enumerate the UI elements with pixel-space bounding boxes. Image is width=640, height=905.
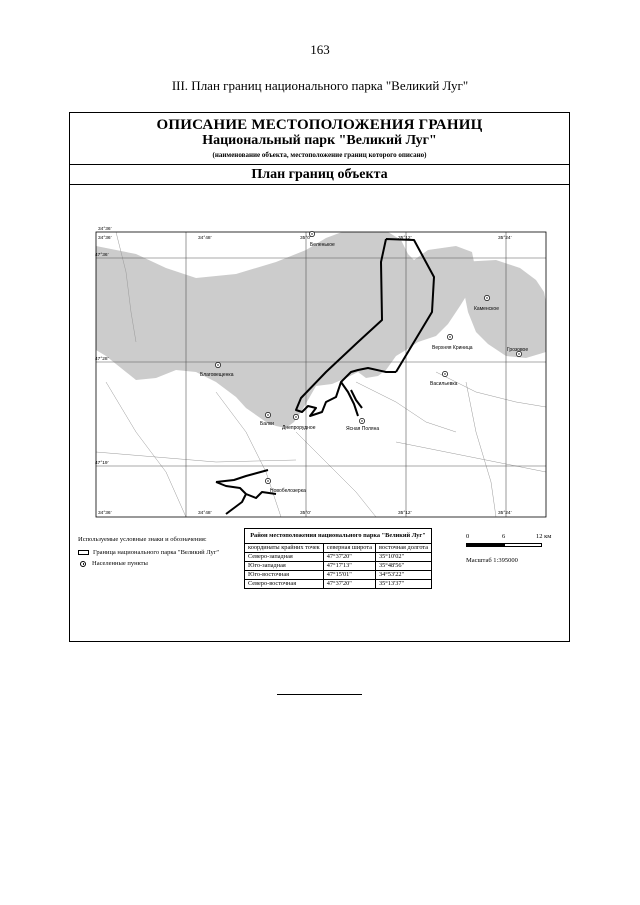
table-row [245,571,432,580]
coordinates-table [244,528,432,589]
table-header: координаты крайних точек [245,544,324,553]
settlement-label-0: Беленькое [310,242,335,248]
page-number: 163 [310,42,330,57]
table-cell: 47°37'20" [323,580,375,589]
table-cell: Юго-западная [245,562,324,571]
settlement-label-8: Ясная Поляна [346,426,380,432]
settlement-label-6: Балки [260,421,274,427]
legend-label-boundary: Граница национального парка "Великий Луг" [93,549,220,556]
table-cell: 34°53'22" [376,571,432,580]
settlement-label-2: Верхняя Криница [432,345,473,351]
scale-label-0: 0 [466,533,470,540]
table-header: северная широта [323,544,375,553]
settlement-label-5: Благовещенка [200,372,234,378]
settlement-label-4: Васильевка [430,381,458,387]
scale-label-12: 12 км [536,533,552,540]
tick-top-1: 34°36' [98,236,112,241]
tick-bottom-3: 35°12' [398,511,412,516]
header-divider [70,164,569,165]
header-note: (наименование объекта, местоположение границ которого описано) [212,151,427,159]
boundary-map [95,227,546,522]
scale-text: Масштаб 1:395000 [466,557,518,564]
table-cell: 47°17'13" [323,562,375,571]
table-cell: 35°10'02" [376,553,432,562]
settlement-label-9: Новобелозерка [270,488,306,494]
settlement-label-7: Днепрорудное [282,425,316,431]
tick-left-0: 47°36' [95,253,109,258]
section-title: III. План границ национального парка "Великий Луг" [171,78,469,93]
header-subtitle: Национальный парк "Великий Луг" [202,133,437,148]
tick-bottom-4: 35°24' [498,511,512,516]
scale-bar-graphic [466,543,542,547]
plan-title-divider [70,184,569,185]
scale-bar [466,533,566,564]
legend-title: Используемые условные знаки и обозначения: [78,536,207,543]
table-cell: 47°15'01" [323,571,375,580]
plan-title: План границ объекта [251,167,388,182]
tick-bottom-2: 35°0' [300,511,311,516]
table-row [245,580,432,589]
document-frame [69,112,570,642]
boundary-line-icon [78,550,89,555]
table-cell: 35°13'37" [376,580,432,589]
map-legend [78,536,219,569]
header-title: ОПИСАНИЕ МЕСТОПОЛОЖЕНИЯ ГРАНИЦ [156,117,483,133]
tick-top-3: 35°0' [300,236,311,241]
table-row [245,562,432,571]
table-cell: 35°48'56" [376,562,432,571]
table-cell: Юго-восточная [245,571,324,580]
settlement-dot-icon [80,561,86,567]
legend-item-settlements [78,558,219,569]
footer-rule [277,694,362,695]
tick-bottom-1: 34°48' [198,511,212,516]
scale-label-6: 6 [502,533,506,540]
tick-left-2: 47°19' [95,461,109,466]
tick-bottom-0: 34°36' [98,511,112,516]
settlement-label-1: Каменское [474,306,499,312]
table-cell: 47°37'20" [323,553,375,562]
table-caption: Район местоположения национального парка "Великий Луг" [245,529,432,544]
table-row [245,553,432,562]
tick-left-1: 47°28' [95,357,109,362]
tick-top-4: 35°12' [398,236,412,241]
legend-label-settlements: Населенные пункты [92,560,148,567]
table-header: восточная долгота [376,544,432,553]
legend-item-boundary [78,547,219,558]
tick-top-0: 34°36' [98,227,112,232]
tick-top-2: 34°48' [198,236,212,241]
tick-top-5: 35°24' [498,236,512,241]
table-cell: Северо-западная [245,553,324,562]
table-cell: Северо-восточная [245,580,324,589]
settlement-label-3: Грозовое [507,347,529,353]
table-header-row [245,544,432,553]
map-svg [95,227,546,517]
